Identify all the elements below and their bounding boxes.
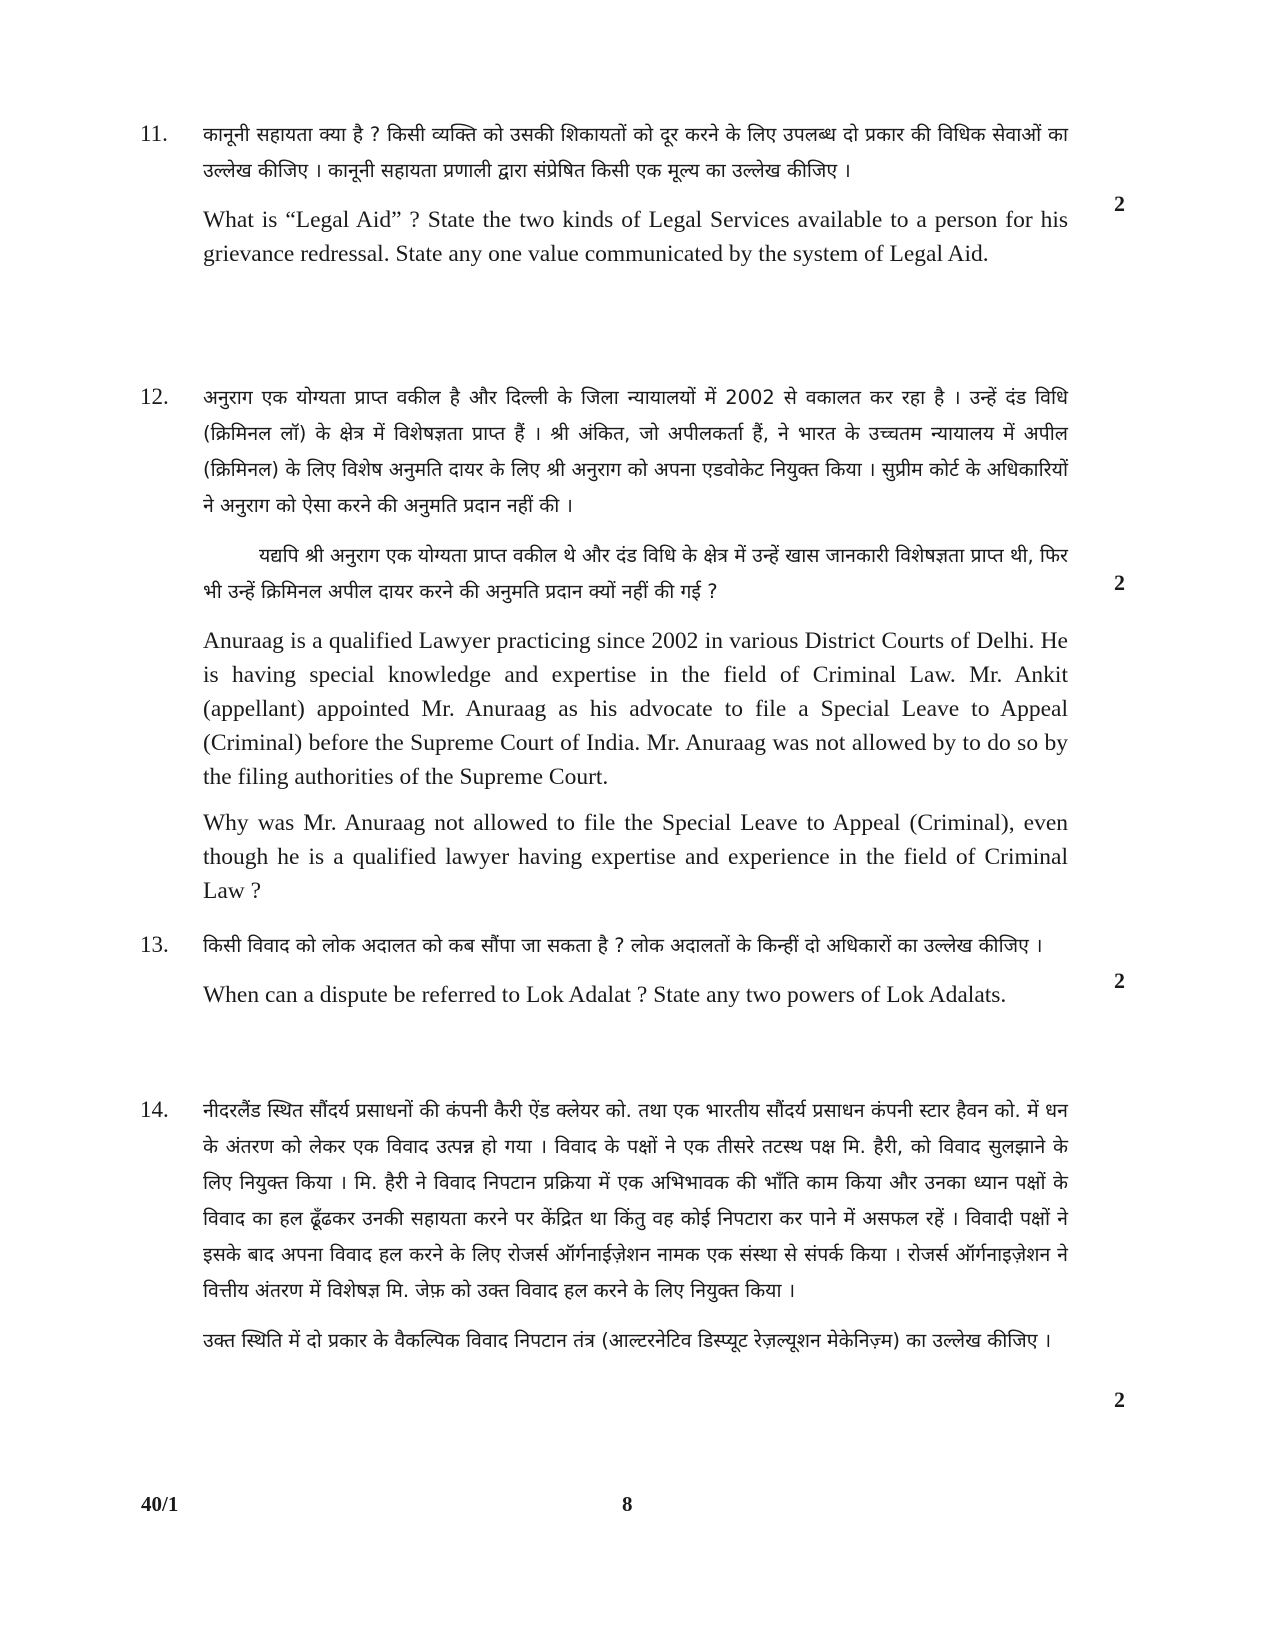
question-english-text: Anuraag is a qualified Lawyer practicing since 2002 in various District Courts of Delhi. He is having special knowledge and expertise in the field of Criminal Law. Mr. Ankit (appellant) appointed Mr. Anuraag as his advocate to file a Special Leave to Appeal (Criminal) before the Supreme Court of India. Mr. Anuraag was not allowed by to do so by the filing authorities of the Supreme Court. (203, 628, 1068, 790)
question-number: 13. (140, 932, 169, 957)
question-english-text: What is “Legal Aid” ? State the two kinds of Legal Services available to a person for his grievance redressal. State any one value communicated by the system of Legal Aid. (203, 207, 1068, 267)
question-hindi-subquestion: उक्त स्थिति में दो प्रकार के वैकल्पिक विवाद निपटान तंत्र (आल्टरनेटिव डिस्प्यूट रेज़ल्यूशन मेकेनिज़्म) का उल्लेख कीजिए । (203, 1329, 1052, 1352)
question-marks: 2 (1114, 570, 1125, 595)
question-hindi-text: किसी विवाद को लोक अदालत को कब सौंपा जा सकता है ? लोक अदालतों के किन्हीं दो अधिकारों का उल्लेख कीजिए । (203, 934, 1043, 957)
question-number: 14. (140, 1097, 169, 1122)
question-marks: 2 (1114, 191, 1125, 216)
question-marks: 2 (1114, 1387, 1125, 1412)
question-hindi-text: नीदरलैंड स्थित सौंदर्य प्रसाधनों की कंपनी कैरी ऐंड क्लेयर को. तथा एक भारतीय सौंदर्य प्रसाधन कंपनी स्टार हैवन को. में धन के अंतरण को लेकर एक विवाद उत्पन्न हो गया । विवाद के पक्षों ने एक तीसरे तटस्थ पक्ष मि. हैरी, को विवाद सुलझाने के लिए नियुक्त किया । मि. हैरी ने विवाद निपटान प्रक्रिया में एक अभिभावक की भाँति काम किया और उनका ध्यान पक्षों के विवाद का हल ढूँढकर उनकी सहायता करने पर केंद्रित था किंतु वह कोई निपटारा कर पाने में असफल रहें । विवादी पक्षों ने इसके बाद अपना विवाद हल करने के लिए रोजर्स ऑर्गनाईज़ेशन नामक एक संस्था से संपर्क किया । रोजर्स ऑर्गनाइज़ेशन ने वित्तीय अंतरण में विशेषज्ञ मि. जेफ़ को उक्त विवाद हल करने के लिए नियुक्त किया । (203, 1099, 1068, 1302)
question-marks: 2 (1114, 968, 1125, 993)
question-hindi-text: अनुराग एक योग्यता प्राप्त वकील है और दिल्ली के जिला न्यायालयों में 2002 से वकालत कर रहा है । उन्हें दंड विधि (क्रिमिनल लॉ) के क्षेत्र में विशेषज्ञता प्राप्त हैं । श्री अंकित, जो अपीलकर्ता हैं, ने भारत के उच्चतम न्यायालय में अपील (क्रिमिनल) के लिए विशेष अनुमति दायर के लिए श्री अनुराग को अपना एडवोकेट नियुक्त किया । सुप्रीम कोर्ट के अधिकारियों ने अनुराग को ऐसा करने की अनुमति प्रदान नहीं की । (203, 386, 1068, 517)
question-number: 11. (140, 121, 168, 146)
question-hindi-text: कानूनी सहायता क्या है ? किसी व्यक्ति को उसकी शिकायतों को दूर करने के लिए उपलब्ध दो प्रकार की विधिक सेवाओं का उल्लेख कीजिए । कानूनी सहायता प्रणाली द्वारा संप्रेषित किसी एक मूल्य का उल्लेख कीजिए । (203, 123, 1068, 182)
page-number: 8 (622, 1492, 633, 1516)
question-english-subquestion: Why was Mr. Anuraag not allowed to file the Special Leave to Appeal (Criminal), even though he is a qualified lawyer having expertise and experience in the field of Criminal Law ? (203, 810, 1068, 904)
paper-code: 40/1 (141, 1492, 179, 1516)
question-english-text: When can a dispute be referred to Lok Adalat ? State any two powers of Lok Adalats. (203, 982, 1007, 1008)
question-number: 12. (140, 384, 169, 409)
question-hindi-subquestion: यद्यपि श्री अनुराग एक योग्यता प्राप्त वकील थे और दंड विधि के क्षेत्र में उन्हें खास जानकारी विशेषज्ञता प्राप्त थी, फिर भी उन्हें क्रिमिनल अपील दायर करने की अनुमति प्रदान क्यों नहीं की गई ? (203, 544, 1068, 603)
